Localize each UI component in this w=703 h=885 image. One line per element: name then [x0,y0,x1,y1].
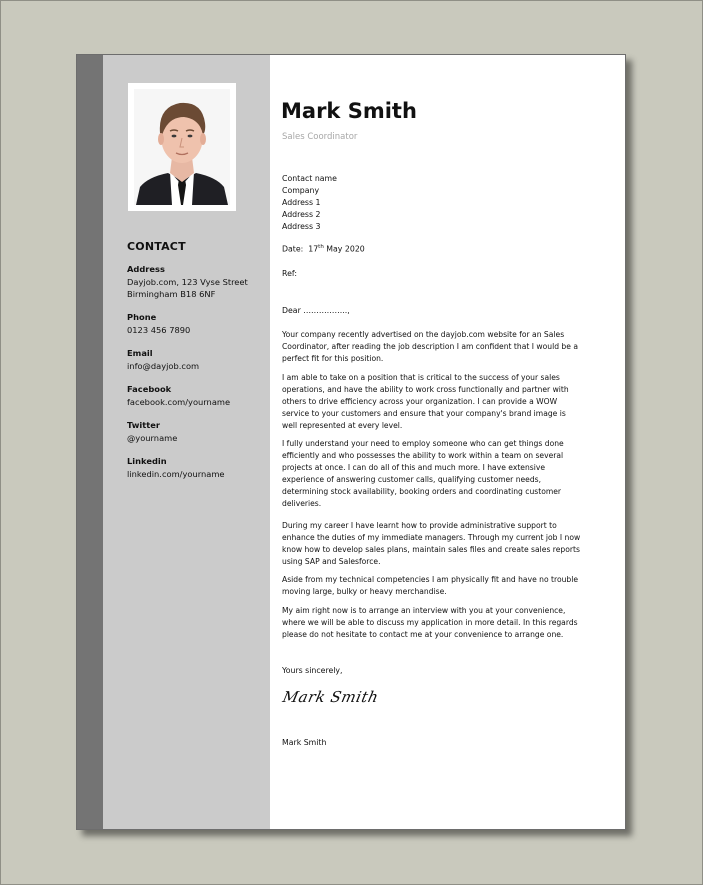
letter-ref: Ref: [282,269,297,278]
recipient-line: Address 1 [282,198,321,207]
paragraph: I fully understand your need to employ someone who can get things done efficiently and who possesses the ability to work within a team on several projects at once. I can do all of this and much more. I have extensive experience of answering customer calls, qualifying customer needs, determining stock availability, booking orders and coordinating customer deliveries. [282,439,564,508]
contact-label: Linkedin [127,456,167,466]
contact-label: Phone [127,312,157,322]
contact-value: info@dayjob.com [127,360,200,371]
profile-photo-frame [128,83,236,211]
date-label: Date: [282,244,304,254]
contact-label: Facebook [127,384,172,394]
contact-label: Address [127,264,165,274]
paragraph: Aside from my technical competencies I am physically fit and have no trouble moving large, bulky or heavy merchandise. [282,575,579,596]
applicant-name: Mark Smith [281,99,417,123]
recipient-line: Contact name [282,174,337,183]
contact-value: Dayjob.com, 123 Vyse Street [127,276,248,287]
contact-facebook [127,383,230,408]
recipient-line: Company [282,186,320,195]
contact-value: 0123 456 7890 [127,324,191,335]
contact-address [127,263,248,301]
closing: Yours sincerely, [282,666,343,675]
letter-date [282,244,365,254]
contact-email [127,347,199,372]
job-title: Sales Coordinator [282,132,358,142]
paragraph: Your company recently advertised on the dayjob.com website for an Sales Coordinator, after reading the job description I am confident that I would be a perfect fit for this position. [282,330,578,363]
contact-value: linkedin.com/yourname [127,468,225,479]
contact-phone [127,311,190,336]
paragraph: I am able to take on a position that is critical to the success of your sales operations, and have the ability to work cross functionally and partner with others to drive efficiency across your organization. I can provide a WOW service to your customers and ensure that your company's brand image is well represented at every level. [282,373,569,430]
contact-value: Birmingham B18 6NF [127,289,216,299]
contact-value: @yourname [127,432,178,443]
contact-twitter [127,419,177,444]
signature: Mark Smith [281,688,381,706]
date-day: 17 [308,244,319,254]
date-rest: May 2020 [326,244,365,254]
salutation: Dear …………….., [282,306,350,315]
contact-label: Email [127,348,153,358]
recipient-line: Address 2 [282,210,321,219]
contact-linkedin [127,455,225,480]
cover-letter-page [76,54,626,830]
contact-label: Twitter [127,420,160,430]
signed-name: Mark Smith [282,738,327,747]
sidebar [103,55,270,829]
paragraph: My aim right now is to arrange an interview with you at your convenience, where we will be able to discuss my application in more detail. In this regards please do not hesitate to contact me at your convenience to arrange one. [282,606,578,639]
profile-photo [134,89,230,205]
paragraph: During my career I have learnt how to provide administrative support to enhance the duties of my immediate managers. Through my current job I now know how to develop sales plans, maintain sales files and create sales reports using SAP and Salesforce. [282,521,581,566]
contact-heading: CONTACT [127,240,186,253]
accent-stripe [77,55,103,829]
recipient-address [282,173,337,233]
contact-value: facebook.com/yourname [127,396,231,407]
date-suffix: th [318,244,324,250]
recipient-line: Address 3 [282,222,321,231]
